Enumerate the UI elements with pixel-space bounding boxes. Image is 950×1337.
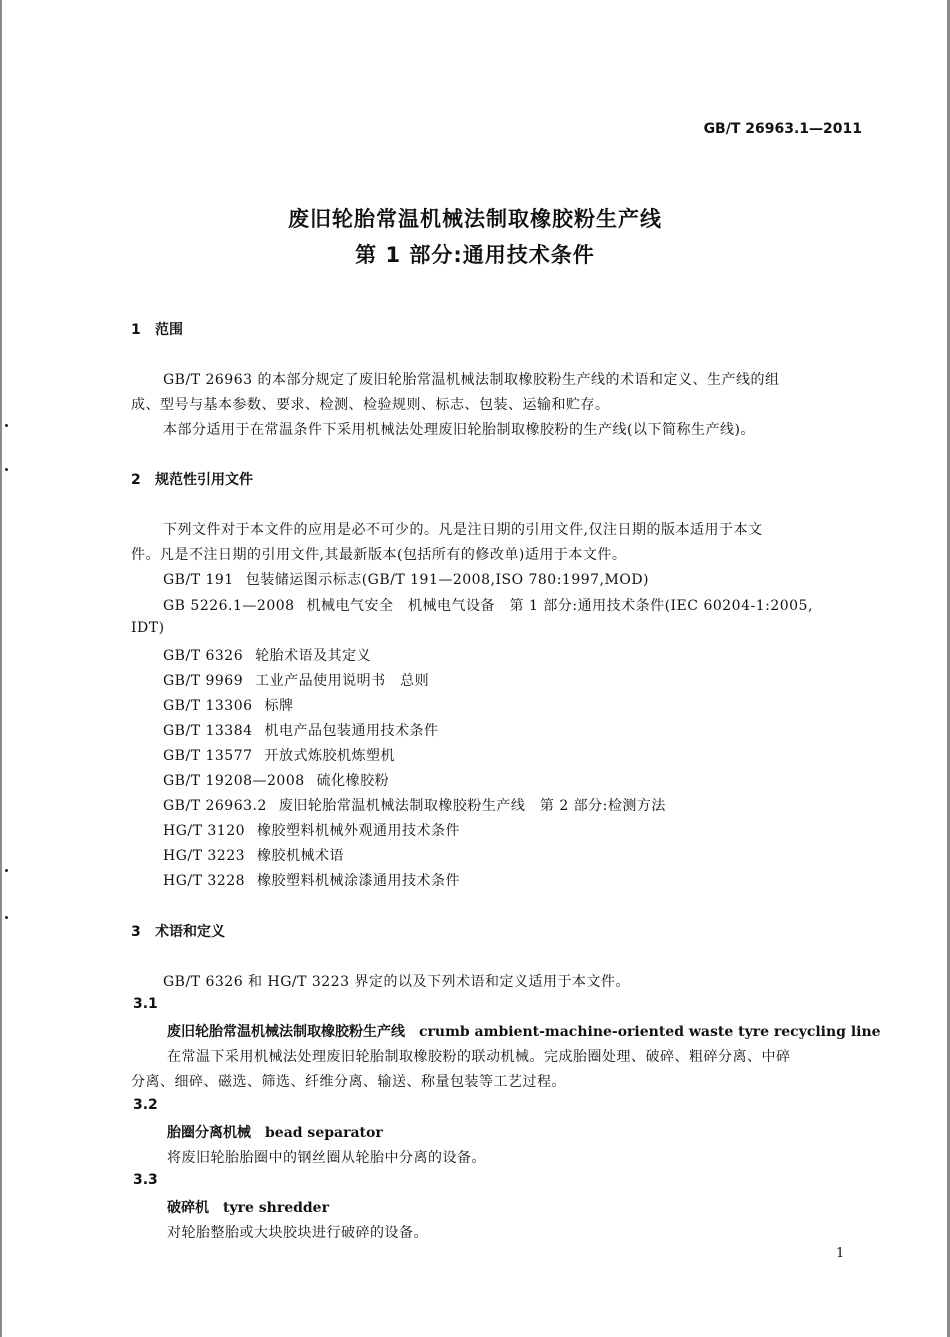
paragraph-line: GB/T 6326 和 HG/T 3223 界定的以及下列术语和定义适用于本文件。 <box>163 974 630 990</box>
reference-name: 包装储运图示标志(GB/T 191—2008,ISO 780:1997,MOD) <box>245 572 650 588</box>
section-1-heading <box>131 319 183 339</box>
paragraph-line: 本部分适用于在常温条件下采用机械法处理废旧轮胎制取橡胶粉的生产线(以下简称生产线)。 <box>163 422 755 438</box>
section-3-heading <box>131 921 225 941</box>
standard-code: GB/T 26963.1—2011 <box>703 121 862 137</box>
term-number: 3.3 <box>133 1172 158 1188</box>
section-number: 3 <box>131 924 141 940</box>
reference-item <box>163 820 460 840</box>
paragraph-line: 成、型号与基本参数、要求、检测、检验规则、标志、包装、运输和贮存。 <box>131 397 610 413</box>
section-title: 规范性引用文件 <box>155 472 253 488</box>
term-en: bead separator <box>265 1125 383 1141</box>
term-zh: 废旧轮胎常温机械法制取橡胶粉生产线 <box>167 1024 405 1040</box>
reference-item <box>163 720 439 740</box>
reference-code: GB/T 13384 <box>163 723 253 739</box>
term-heading <box>167 1197 329 1217</box>
reference-name: 标牌 <box>264 698 294 714</box>
reference-item <box>163 645 371 665</box>
reference-item <box>163 670 429 690</box>
page-number: 1 <box>836 1246 845 1261</box>
reference-name: 橡胶机械术语 <box>257 848 345 864</box>
reference-code: GB 5226.1—2008 <box>163 598 295 614</box>
section-number: 1 <box>131 322 141 338</box>
document-subtitle: 第 1 部分:通用技术条件 <box>355 243 595 267</box>
reference-name: 机械电气安全 机械电气设备 第 1 部分:通用技术条件(IEC 60204-1:2005, <box>306 598 813 614</box>
reference-code: GB/T 9969 <box>163 673 244 689</box>
term-zh: 胎圈分离机械 <box>167 1125 251 1141</box>
section-2-heading <box>131 469 253 489</box>
term-definition-line: 将废旧轮胎胎圈中的钢丝圈从轮胎中分离的设备。 <box>167 1150 486 1166</box>
paragraph-line: 件。凡是不注日期的引用文件,其最新版本(包括所有的修改单)适用于本文件。 <box>131 547 627 563</box>
reference-name: 橡胶塑料机械涂漆通用技术条件 <box>257 873 461 889</box>
reference-code: HG/T 3223 <box>163 848 246 864</box>
section-title: 术语和定义 <box>155 924 225 940</box>
reference-name: 橡胶塑料机械外观通用技术条件 <box>257 823 461 839</box>
reference-name: 机电产品包装通用技术条件 <box>264 723 439 739</box>
reference-item <box>163 695 294 715</box>
term-definition-line: 在常温下采用机械法处理废旧轮胎制取橡胶粉的联动机械。完成胎圈处理、破碎、粗碎分离、中碎 <box>167 1049 791 1065</box>
term-definition-line: 对轮胎整胎或大块胶块进行破碎的设备。 <box>167 1225 428 1241</box>
section-number: 2 <box>131 472 141 488</box>
term-heading <box>167 1021 881 1041</box>
reference-code: GB/T 26963.2 <box>163 798 267 814</box>
reference-code: HG/T 3228 <box>163 873 246 889</box>
term-number: 3.2 <box>133 1097 158 1113</box>
reference-code: GB/T 6326 <box>163 648 244 664</box>
paragraph-line: 下列文件对于本文件的应用是必不可少的。凡是注日期的引用文件,仅注日期的版本适用于本文 <box>163 522 763 538</box>
reference-name: 开放式炼胶机炼塑机 <box>264 748 396 764</box>
reference-name: 轮胎术语及其定义 <box>255 648 372 664</box>
paragraph-line: GB/T 26963 的本部分规定了废旧轮胎常温机械法制取橡胶粉生产线的术语和定义、生产线的组 <box>163 372 780 388</box>
section-title: 范围 <box>155 322 183 338</box>
reference-code: GB/T 13577 <box>163 748 253 764</box>
reference-item <box>163 770 389 790</box>
reference-name: 工业产品使用说明书 总则 <box>255 673 430 689</box>
term-zh: 破碎机 <box>167 1200 209 1216</box>
reference-name: 硫化橡胶粉 <box>316 773 390 789</box>
term-en: crumb ambient-machine-oriented waste tyre recycling line <box>419 1024 881 1040</box>
reference-code: HG/T 3120 <box>163 823 246 839</box>
term-definition-line: 分离、细碎、磁选、筛选、纤维分离、输送、称量包装等工艺过程。 <box>131 1074 566 1090</box>
term-heading <box>167 1122 383 1142</box>
term-number: 3.1 <box>133 996 158 1012</box>
reference-item <box>163 595 813 615</box>
reference-item <box>163 569 649 589</box>
reference-code: GB/T 191 <box>163 572 234 588</box>
reference-code: GB/T 19208—2008 <box>163 773 305 789</box>
reference-code: GB/T 13306 <box>163 698 253 714</box>
reference-item <box>163 845 344 865</box>
reference-name: 废旧轮胎常温机械法制取橡胶粉生产线 第 2 部分:检测方法 <box>278 798 666 814</box>
reference-item <box>163 745 395 765</box>
reference-item <box>131 620 165 636</box>
reference-item <box>163 795 666 815</box>
reference-name: IDT) <box>131 620 165 636</box>
term-en: tyre shredder <box>223 1200 329 1216</box>
reference-item <box>163 870 460 890</box>
document-title: 废旧轮胎常温机械法制取橡胶粉生产线 <box>288 207 662 231</box>
